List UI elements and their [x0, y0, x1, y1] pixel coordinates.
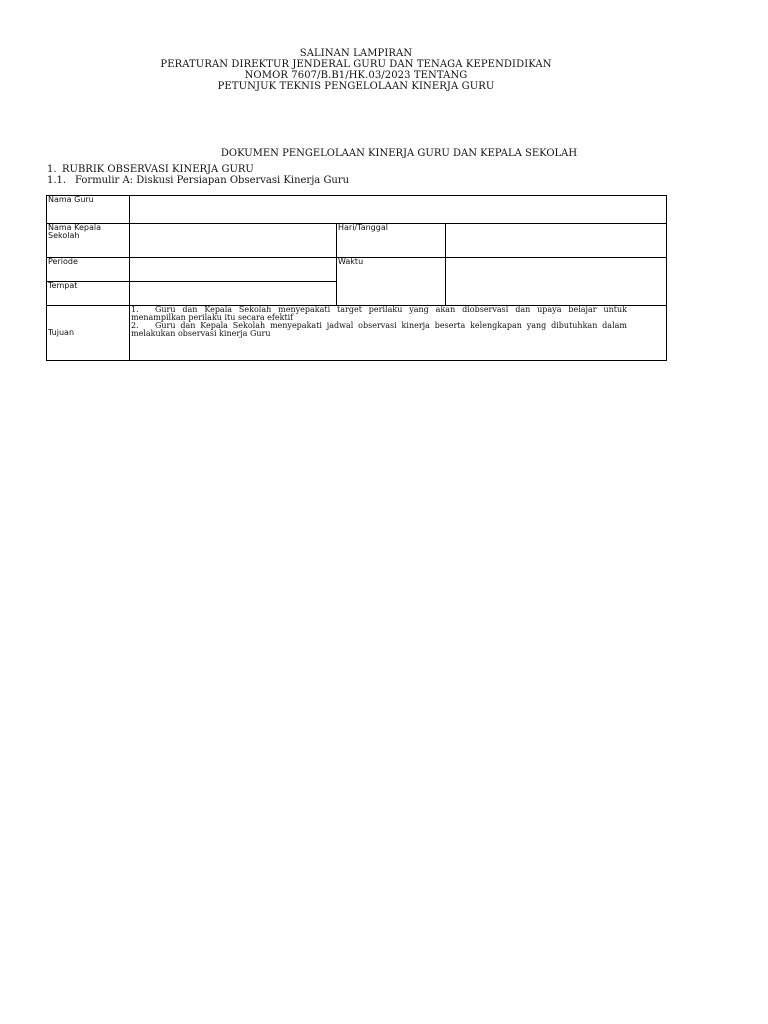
field-nama-guru[interactable]	[130, 196, 667, 224]
tujuan-item-text: Guru dan Kepala Sekolah menyepakati jadwal observasi kinerja beserta kelengkapan yang dibutuhkan dalam melakukan observasi kinerja Guru	[131, 321, 627, 338]
subsection-title: Formulir A: Diskusi Persiapan Observasi Kinerja Guru	[75, 175, 350, 186]
tujuan-item-1	[131, 306, 627, 322]
label-waktu: Waktu	[337, 258, 446, 306]
header-line-4: PETUNJUK TEKNIS PENGELOLAAN KINERJA GURU	[217, 81, 495, 92]
label-tujuan: Tujuan	[47, 306, 130, 361]
observation-form-table	[46, 195, 667, 361]
subsection-heading-1-1	[47, 175, 349, 186]
section-number: 1.	[47, 164, 57, 175]
label-periode: Periode	[47, 258, 130, 282]
tujuan-content	[130, 306, 667, 361]
section-title: RUBRIK OBSERVASI KINERJA GURU	[62, 164, 254, 175]
section-heading-1	[47, 164, 254, 175]
document-title: DOKUMEN PENGELOLAAN KINERJA GURU DAN KEPALA SEKOLAH	[220, 148, 578, 159]
header-line-2: PERATURAN DIREKTUR JENDERAL GURU DAN TENAGA KEPENDIDIKAN	[160, 59, 552, 70]
tujuan-item-number: 2.	[131, 321, 139, 330]
label-nama-kepala-sekolah: Nama Kepala Sekolah	[47, 224, 130, 258]
header-line-1: SALINAN LAMPIRAN	[299, 48, 413, 59]
tujuan-item-text: Guru dan Kepala Sekolah menyepakati target perilaku yang akan diobservasi dan upaya belajar untuk menampilkan perilaku itu secara efektif	[131, 305, 627, 322]
tujuan-item-2	[131, 322, 627, 338]
field-hari-tanggal[interactable]	[446, 224, 667, 258]
label-tempat: Tempat	[47, 282, 130, 306]
field-nama-kepala-sekolah[interactable]	[130, 224, 337, 258]
field-tempat[interactable]	[130, 282, 337, 306]
header-line-3: NOMOR 7607/B.B1/HK.03/2023 TENTANG	[244, 70, 468, 81]
label-nama-guru: Nama Guru	[47, 196, 130, 224]
subsection-number: 1.1.	[47, 175, 67, 186]
tujuan-item-number: 1.	[131, 305, 139, 314]
field-periode[interactable]	[130, 258, 337, 282]
document-header	[0, 48, 712, 92]
field-waktu[interactable]	[446, 258, 667, 306]
label-hari-tanggal: Hari/Tanggal	[337, 224, 446, 258]
